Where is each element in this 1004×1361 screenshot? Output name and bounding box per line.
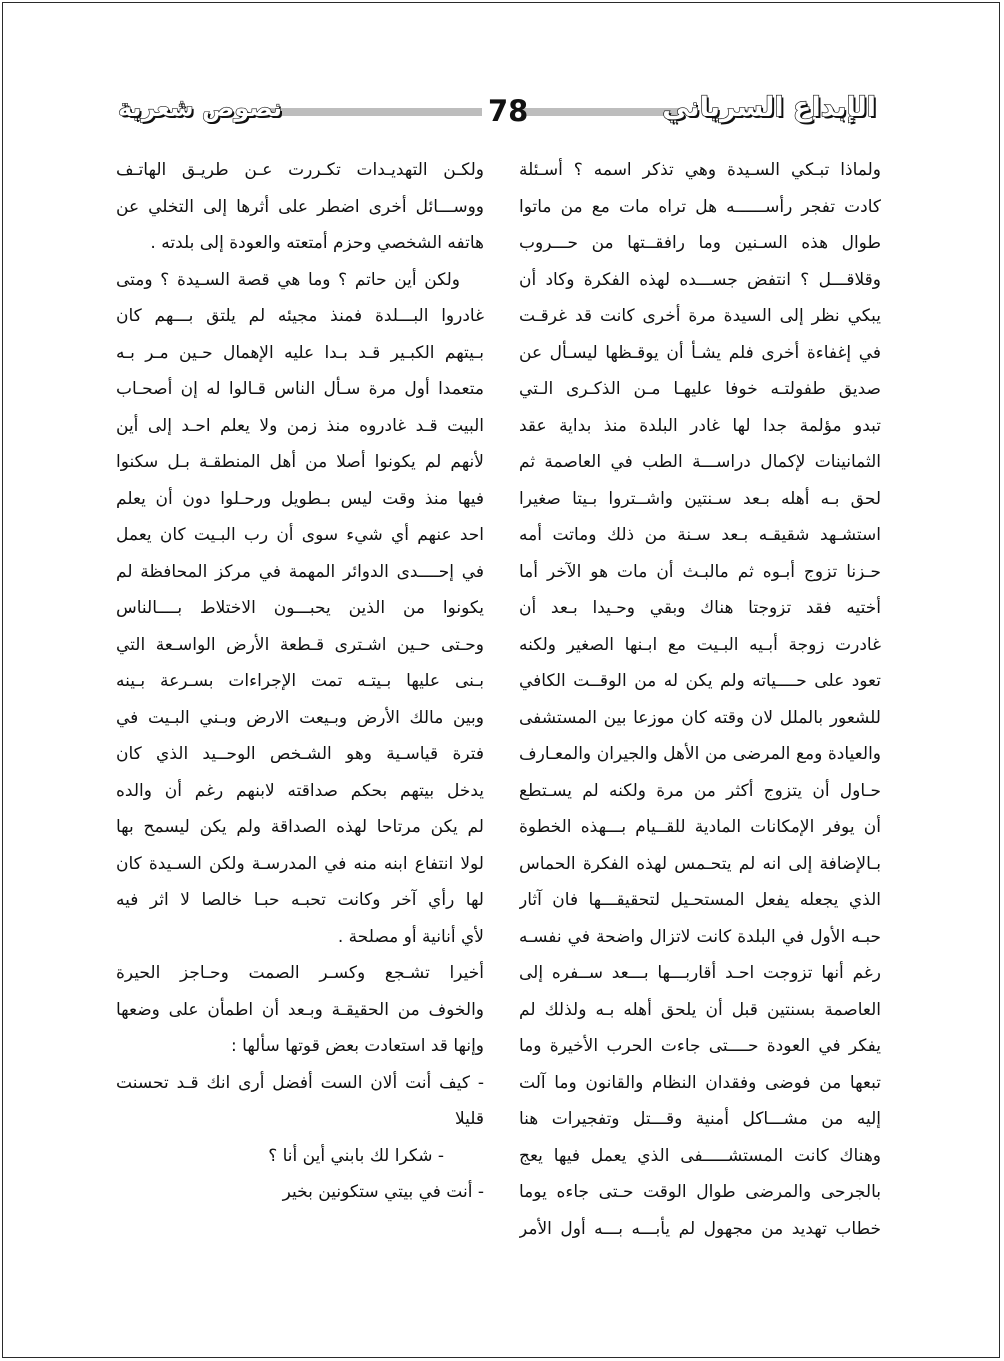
text-line: ولماذا تبـكي السـيدة وهي تذكر اسمه ؟ أسـئلة — [519, 160, 881, 180]
text-line: - كيف أنت ألان الست أفضل أرى انك قـد تحسنت — [116, 1072, 484, 1093]
text-line: وحـتى حـين اشـترى قـطعة الأرض الواسـعة التي — [116, 634, 484, 655]
text-line: لأنهم لم يكونوا أصلا من أهل المنطقـة بـل سكنوا — [116, 452, 484, 472]
text-line: لولا انتفاع ابنه منه في المدرسـة ولكن السـيدة كان — [116, 853, 484, 874]
text-line: تعود على حــــياته ولم يكن له من الوقــت الكافي — [519, 671, 881, 691]
text-line: صديق طفولتـه خوفا عليهـا مـن الذكـرى الـتي — [519, 379, 881, 399]
page-number: 78 — [488, 94, 529, 128]
text-line: للشعور بالملل لان وقته كان موزعا بين المستشفى — [519, 707, 881, 728]
page-header — [0, 92, 1004, 142]
text-line: الثمانينات لإكمال دراســـة الطب في العاصمة ثم — [519, 452, 881, 472]
text-line: متعمدا أول مرة سـأل الناس قـالوا له إن أصحـاب — [116, 379, 484, 399]
text-line: العاصمة بسنتين قبل أن يلحق أهله بـه ولذلك لم — [519, 999, 881, 1020]
text-line: يبكي نظر إلى السيدة مرة أخرى كانت قد غرقـت — [519, 306, 881, 326]
text-line: رغم أنها تزوجت احـد أقاربـــها بـــعد ســفره إلى — [519, 963, 881, 983]
text-line: بـنى عليها بـيتـه تمت الإجراءات بسـرعة بـينه — [116, 671, 484, 691]
header-rule-left — [264, 108, 482, 116]
text-line: فترة قياسـية وهو الشـخص الوحــيد الذي كان — [116, 744, 484, 764]
text-line: تبدو مؤلمة جدا لها غادر البلدة منذ بداية عقد — [519, 415, 881, 436]
text-column-right — [519, 152, 881, 1247]
text-line: بـالإضافة إلى انه لم يتحـمس لهذه الفكرة الحماس — [519, 853, 881, 874]
text-line: لم يكن مرتاحا لهذه الصداقة ولم يكن ليسمح بها — [116, 817, 484, 837]
text-line: احد عنهم أي شيء سوى أن رب البـيت كان يعمل — [116, 525, 484, 545]
text-line: أختيه فقد تزوجتا هناك وبقي وحـيدا بـعد أن — [519, 598, 881, 618]
text-line: وهناك كانت المستشـــــفى الذي يعمل فيها يعج — [519, 1145, 881, 1166]
text-line: يفكر في العودة حــــتى جاءت الحرب الأخيرة وما — [519, 1036, 881, 1056]
text-line: أن يوفر الإمكانات المادية للقــيام بـــهذه الخطوة — [519, 817, 881, 837]
text-line: لحق بـه أهله بـعد سـنتين واشــتروا بـيتا صغيرا — [519, 488, 881, 509]
text-column-left — [116, 152, 484, 1211]
text-line: البيت قـد غادروه منذ زمن ولا يعلم احـد إلى أين — [116, 415, 484, 436]
text-line: وبين مالك الأرض وبـيعت الارض وبـني البـيت في — [116, 707, 484, 728]
header-rule-right — [522, 108, 684, 116]
text-line: إليه من مشـــاكل أمنية وقـــتل وتفجيرات هنا — [519, 1109, 881, 1129]
magazine-title: الإبداع السرياني — [662, 92, 876, 123]
text-line: لها رأي آخر وكانت تحبـه حبـا خالصا لا اثر فيه — [116, 890, 484, 910]
text-line: الذي يجعله يفعل المستحـيل لتحقيقـــها فان آثار — [519, 890, 881, 910]
text-line: حبـه الأول في البلدة كانت لاتزال واضحة في نفسـه — [519, 926, 881, 947]
section-title: نصوص شعرية — [118, 94, 282, 122]
text-line: بالجرحى والمرضى طوال الوقت حـتى جاءه يوما — [519, 1182, 881, 1202]
text-line: أخيرا تشـجع وكسـر الصمت وحـاجز الحيرة — [116, 963, 484, 983]
text-line: يكونوا من الذين يحبـــون الاختلاط بــــالناس — [116, 598, 484, 618]
text-line: في إغفاءة أخرى فلم يشـأ أن يوقـظها ليسـأل عن — [519, 342, 881, 363]
text-line: ولكن أين حاتم ؟ وما هي قصة السـيدة ؟ ومتى — [116, 269, 460, 290]
text-line: هاتفه الشخصي وحزم أمتعته والعودة إلى بلدته . — [150, 233, 484, 253]
text-line: وقلاقـــل ؟ انتفض جســـده لهذه الفكرة وكاد أن — [519, 269, 881, 290]
text-line: ووســـائل أخرى اضطر على أثرها إلى التخلي عن — [116, 196, 484, 217]
text-line: تبعها من فوضى وفقدان النظام والقانون وما آلت — [519, 1072, 881, 1093]
text-line: كادت تفجر رأســــــه هل تراه مات مع من ماتوا — [519, 196, 881, 217]
text-line: والعيادة ومع المرضى من الأهل والجيران والمعـارف — [519, 744, 881, 764]
text-line: لأي أنانية أو مصلحة . — [337, 926, 484, 947]
text-line: - أنت في بيتي ستكونين بخير — [282, 1182, 484, 1202]
text-line: والخوف من الحقيقـة وبـعد أن اطمأن على وضعها — [116, 999, 484, 1020]
text-line: استشـهد شقيقـه بـعد سـنة من ذلك وماتت أمه — [519, 525, 881, 545]
text-line: بـيتهم الكبـير قـد بـدا عليه الإهمال حـين مـر بـه — [116, 342, 484, 363]
text-line: وإنها قد استعادت بعض قوتها سألها : — [231, 1036, 484, 1056]
text-line: قليلا — [454, 1109, 484, 1129]
text-line: ولكـن التهديـدات تكـررت عـن طريـق الهاتـف — [116, 160, 484, 180]
text-line: في إحــــدى الدوائر المهمة في مركز المحافظة لم — [116, 561, 484, 582]
text-line: غادرت زوجة أبـيه البـيت مع ابـنها الصغير ولكنه — [519, 634, 881, 655]
text-line: يدخل بيتهم بحكم صداقته لابنهم رغم أن والده — [116, 780, 484, 801]
text-line: حـاول أن يتزوج أكثر من مرة ولكنه لم يسـتطع — [519, 780, 881, 801]
text-line: فيها منذ وقت ليس بـطويل ورحـلوا دون أن يعلم — [116, 488, 484, 509]
text-line: طوال هذه السـنين وما رافقــتها من حـــروب — [519, 233, 881, 253]
text-line: حـزنا تزوج أبـوه ثم مالبـث أن مات هو الآخر أما — [519, 561, 881, 582]
text-line: خطاب تهديد من مجهول لم يأبـــه بـــه أول الأمر — [519, 1218, 881, 1239]
text-line: غادروا البـــلدة فمنذ مجيئه لم يلتق بـــهم كان — [116, 306, 484, 326]
text-line: - شكرا لك بابني أين أنا ؟ — [268, 1145, 444, 1166]
